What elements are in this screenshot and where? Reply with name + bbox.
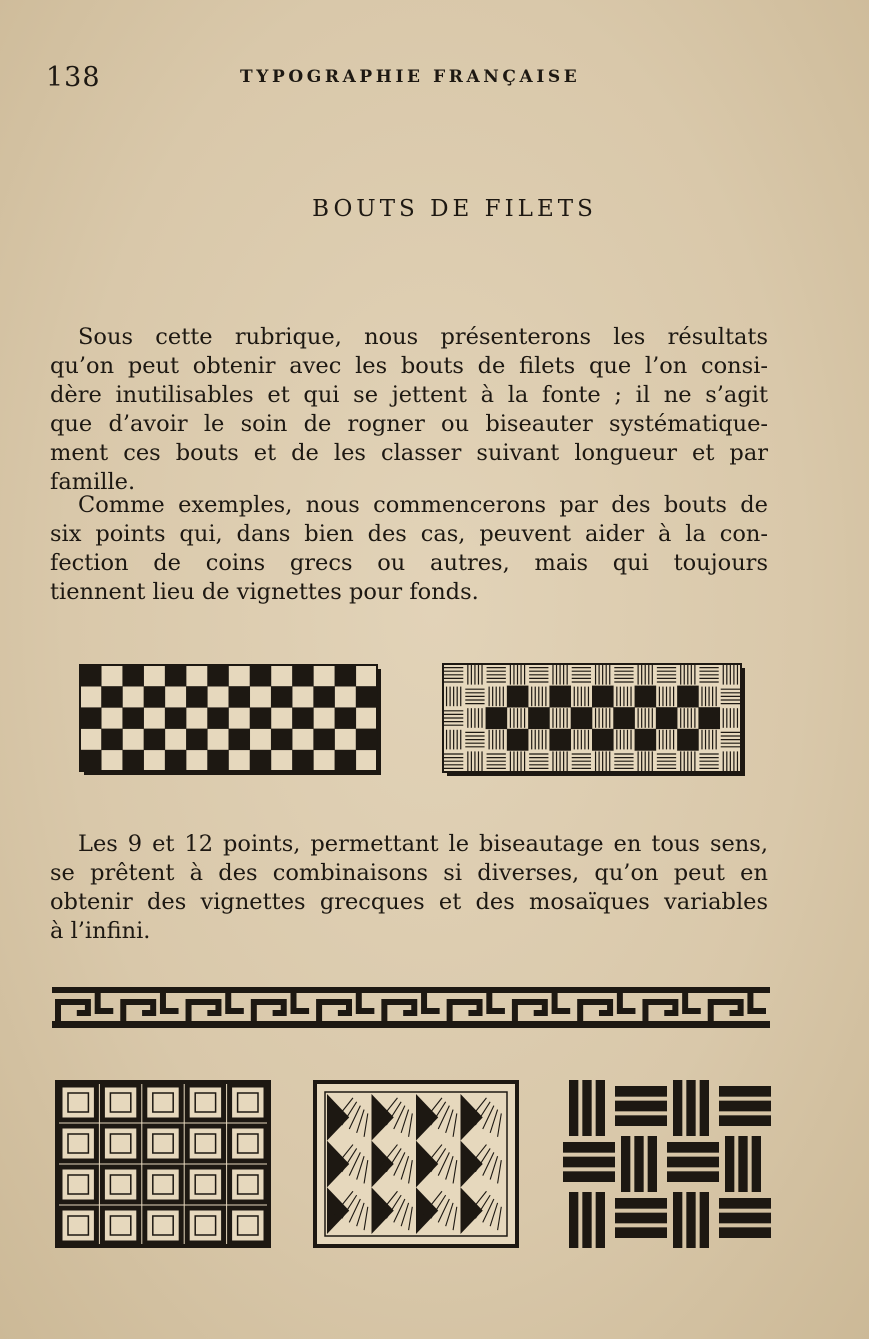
paragraph-3 [50, 830, 768, 946]
page-number: 138 [46, 62, 101, 93]
text-line: Les 9 et 12 points, permettant le biseautage en tous sens, [78, 831, 768, 857]
text-line: dère inutilisables et qui se jettent à la fonte ; il ne s’agit [50, 382, 768, 408]
paragraph-2 [50, 491, 768, 607]
text-line: qu’on peut obtenir avec les bouts de filets que l’on consi- [50, 353, 768, 379]
section-title: BOUTS DE FILETS [312, 196, 597, 222]
text-line: fection de coins grecs ou autres, mais qui toujours [50, 550, 768, 576]
text-line: six points qui, dans bien des cas, peuvent aider à la con- [50, 521, 768, 547]
basket-weave-mosaic [561, 1078, 773, 1250]
text-line: se prêtent à des combinaisons si diverses, qu’on peut en [50, 860, 768, 886]
running-title: TYPOGRAPHIE FRANÇAISE [240, 67, 581, 87]
cube-mosaic [313, 1080, 519, 1248]
paragraph-1 [50, 323, 768, 497]
text-line: que d’avoir le soin de rogner ou biseauter systématique- [50, 411, 768, 437]
text-line: Sous cette rubrique, nous présenterons les résultats [78, 324, 768, 350]
checkerboard-ornament [77, 662, 387, 778]
square-grid-mosaic [55, 1080, 273, 1250]
text-line: Comme exemples, nous commencerons par des bouts de [78, 492, 768, 518]
text-line: famille. [50, 469, 136, 495]
greek-key-border [52, 985, 770, 1033]
woven-checker-ornament [440, 660, 750, 778]
text-line: ment ces bouts et de les classer suivant longueur et par [50, 440, 768, 466]
text-line: tiennent lieu de vignettes pour fonds. [50, 579, 479, 605]
text-line: à l’infini. [50, 918, 151, 944]
text-line: obtenir des vignettes grecques et des mosaïques variables [50, 889, 768, 915]
